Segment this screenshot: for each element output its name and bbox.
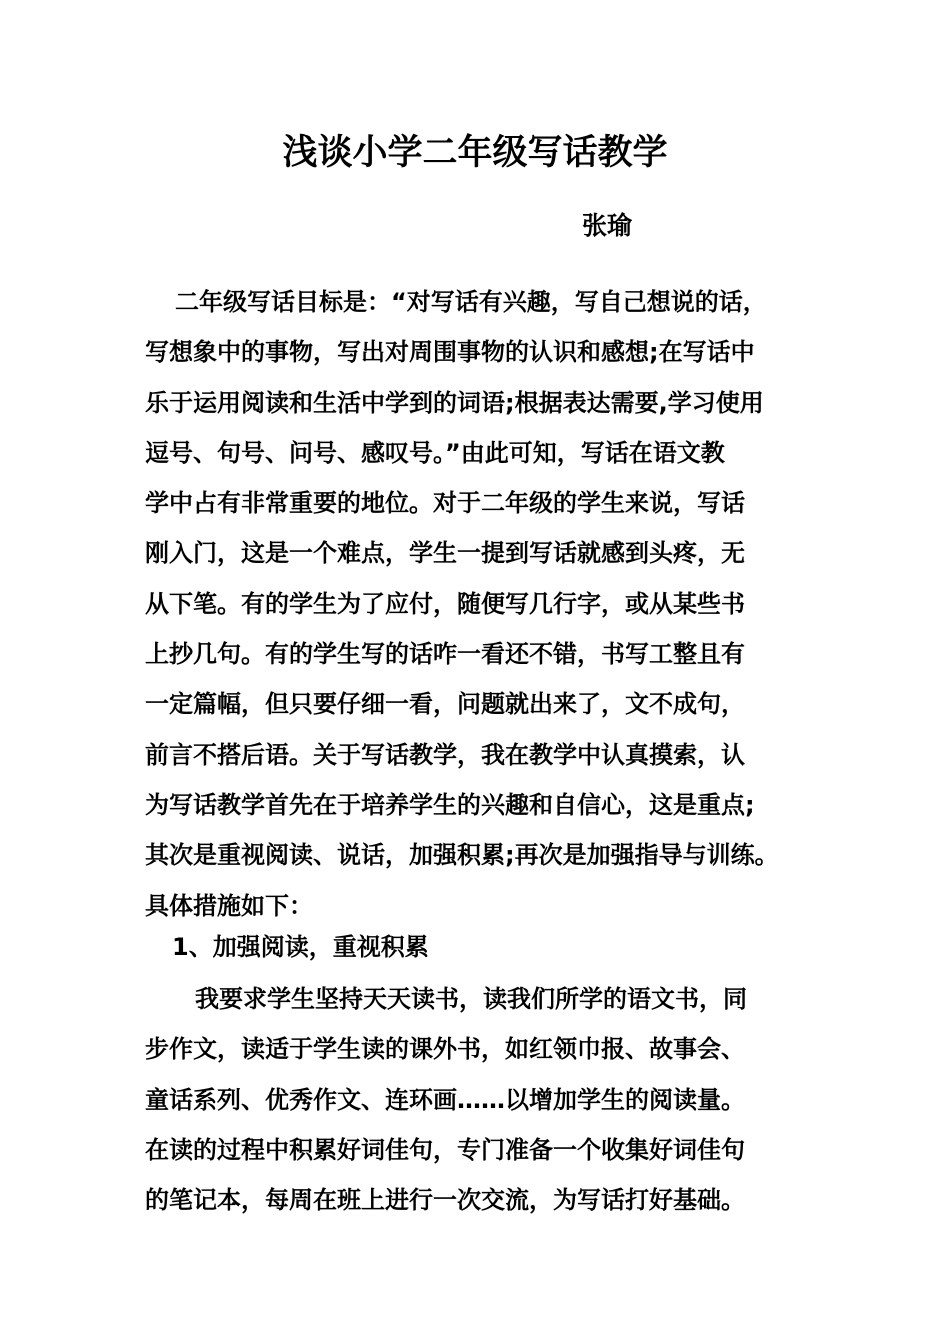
paragraph-1: [145, 277, 825, 931]
paragraph-line: 学中占有非常重要的地位。对于二年级的学生来说，写话: [145, 489, 745, 518]
paragraph-line: 其次是重视阅读、说话，加强积累;再次是加强指导与训练。: [145, 841, 779, 870]
section-heading-1: 1、加强阅读，重视积累: [172, 933, 429, 961]
paragraph-line: 刚入门，这是一个难点，学生一提到写话就感到头疼，无: [145, 539, 745, 568]
paragraph-2: [145, 974, 825, 1225]
document-title: 浅谈小学二年级写话教学: [282, 133, 668, 173]
paragraph-line: 的笔记本，每周在班上进行一次交流，为写话打好基础。: [145, 1186, 745, 1215]
paragraph-line: 从下笔。有的学生为了应付，随便写几行字，或从某些书: [145, 589, 745, 618]
paragraph-line: 上抄几句。有的学生写的话咋一看还不错，书写工整且有: [145, 640, 745, 669]
paragraph-line: 为写话教学首先在于培养学生的兴趣和自信心，这是重点;: [145, 790, 755, 819]
paragraph-line: 步作文，读适于学生读的课外书，如红领巾报、故事会、: [145, 1035, 745, 1064]
paragraph-line: 逗号、句号、问号、感叹号。”由此可知，写话在语文教: [145, 438, 725, 467]
author-name: 张瑜: [582, 211, 633, 240]
paragraph-line: 二年级写话目标是：“对写话有兴趣，写自己想说的话，: [175, 288, 767, 316]
paragraph-line: 乐于运用阅读和生活中学到的词语;根据表达需要,学习使用: [145, 388, 764, 417]
paragraph-line: 写想象中的事物，写出对周围事物的认识和感想;在写话中: [145, 338, 755, 367]
paragraph-line: 前言不搭后语。关于写话教学，我在教学中认真摸索，认: [145, 740, 745, 769]
paragraph-line: 我要求学生坚持天天读书，读我们所学的语文书，同: [195, 985, 747, 1013]
paragraph-line: 具体措施如下：: [145, 891, 313, 920]
paragraph-line: 童话系列、优秀作文、连环画……以增加学生的阅读量。: [145, 1085, 745, 1114]
paragraph-line: 一定篇幅，但只要仔细一看，问题就出来了，文不成句，: [145, 690, 745, 719]
paragraph-line: 在读的过程中积累好词佳句，专门准备一个收集好词佳句: [145, 1135, 745, 1164]
